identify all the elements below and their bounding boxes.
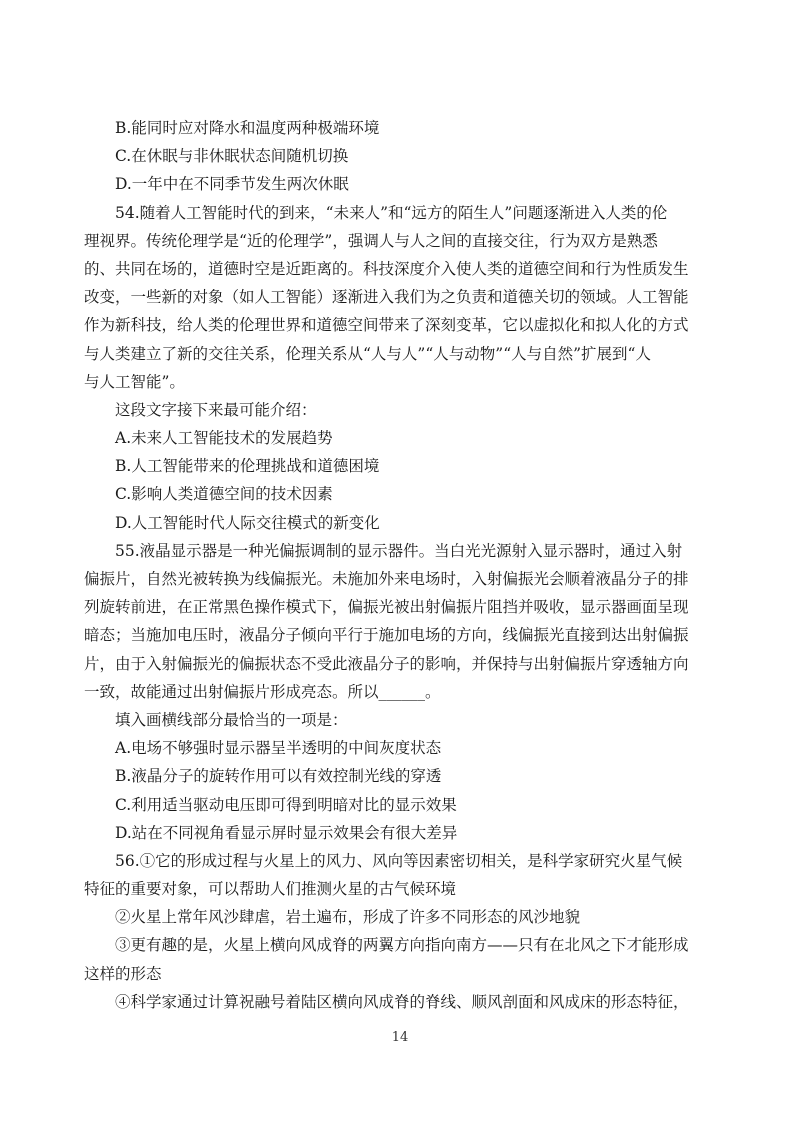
q55-passage-line: 片，由于入射偏振光的偏振状态不受此液晶分子的影响，并保持与出射偏振片穿透轴方向 (84, 654, 689, 673)
q56-sentence-3: ③更有趣的是，火星上横向风成脊的两翼方向指向南方——只有在北风之下才能形成 (115, 936, 689, 955)
q54-passage-line: 改变，一些新的对象（如人工智能）逐渐进入我们为之负责和道德关切的领域。人工智能 (84, 288, 689, 307)
q54-passage-line: 与人类建立了新的交往关系，伦理关系从“人与人”“人与动物”“人与自然”扩展到“人 (84, 344, 651, 363)
q55-passage-line: 一致，故能通过出射偏振片形成亮态。所以______。 (84, 682, 441, 701)
q56-sentence-2: ②火星上常年风沙肆虐，岩土遍布，形成了许多不同形态的风沙地貌 (115, 908, 581, 927)
q54-passage-line: 作为新科技，给人类的伦理世界和道德空间带来了深刻变革，它以虚拟化和拟人化的方式 (84, 316, 689, 335)
q55-option-c: C.利用适当驱动电压即可得到明暗对比的显示效果 (115, 795, 457, 814)
q56-sentence-4: ④科学家通过计算祝融号着陆区横向风成脊的脊线、顺风剖面和风成床的形态特征， (115, 992, 689, 1011)
page-content (84, 114, 716, 1016)
q55-option-d: D.站在不同视角看显示屏时显示效果会有很大差异 (115, 823, 458, 842)
q54-prompt: 这段文字接下来最可能介绍： (115, 400, 317, 419)
q54-passage-line: 的、共同在场的，道德时空是近距离的。科技深度介入使人类的道德空间和行为性质发生 (84, 259, 689, 278)
q55-passage-line: 暗态；当施加电压时，液晶分子倾向平行于施加电场的方向，线偏振光直接到达出射偏振 (84, 626, 689, 645)
q55-option-b: B.液晶分子的旋转作用可以有效控制光线的穿透 (115, 767, 442, 786)
q55-passage-line: 55.液晶显示器是一种光偏振调制的显示器件。当白光光源射入显示器时，通过入射 (115, 541, 683, 560)
q54-option-d: D.人工智能时代人际交往模式的新变化 (115, 513, 380, 532)
q54-passage-line: 54.随着人工智能时代的到来，“未来人”和“远方的陌生人”问题逐渐进入人类的伦 (115, 203, 668, 222)
q56-sentence-3-cont: 这样的形态 (84, 964, 162, 983)
q55-prompt: 填入画横线部分最恰当的一项是： (115, 710, 348, 729)
q56-sentence-1-cont: 特征的重要对象，可以帮助人们推测火星的古气候环境 (84, 880, 457, 899)
q54-passage-line: 与人工智能”。 (84, 372, 185, 391)
page-number: 14 (391, 1030, 409, 1045)
q55-option-a: A.电场不够强时显示器呈半透明的中间灰度状态 (115, 739, 442, 758)
q54-option-b: B.人工智能带来的伦理挑战和道德困境 (115, 457, 380, 476)
q54-passage-line: 理视界。传统伦理学是“近的伦理学”，强调人与人之间的直接交往，行为双方是熟悉 (84, 231, 658, 250)
q55-passage-line: 偏振片，自然光被转换为线偏振光。未施加外来电场时，入射偏振光会顺着液晶分子的排 (84, 570, 689, 588)
q53-option-c: C.在休眠与非休眠状态间随机切换 (115, 147, 349, 166)
q54-option-c: C.影响人类道德空间的技术因素 (115, 485, 333, 504)
q55-passage-line: 列旋转前进，在正常黑色操作模式下，偏振光被出射偏振片阻挡并吸收，显示器画面呈现 (84, 598, 689, 617)
q56-sentence-1: 56.①它的形成过程与火星上的风力、风向等因素密切相关，是科学家研究火星气候 (115, 851, 683, 870)
q53-option-b: B.能同时应对降水和温度两种极端环境 (115, 119, 380, 137)
q53-option-d: D.一年中在不同季节发生两次休眠 (115, 175, 349, 194)
q54-option-a: A.未来人工智能技术的发展趋势 (115, 429, 333, 448)
